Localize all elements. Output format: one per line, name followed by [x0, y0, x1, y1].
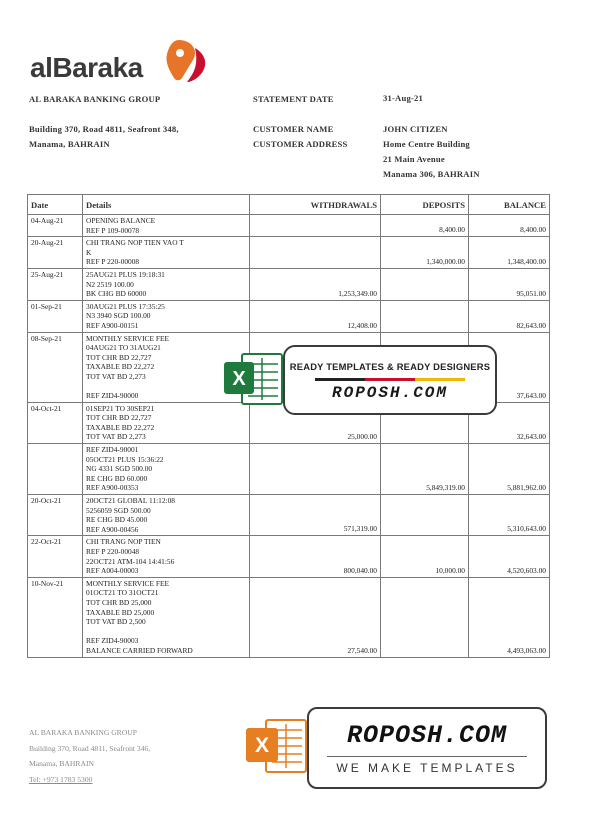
row-date: 20-Aug-21 — [28, 237, 83, 269]
statement-date-label: STATEMENT DATE — [253, 94, 334, 104]
row-details — [83, 237, 250, 269]
detail-line: TOT VAT BD 2,500 — [86, 617, 146, 627]
svg-text:X: X — [254, 734, 270, 757]
logo-drop-icon — [165, 38, 209, 84]
detail-line: BK CHG BD 60000 — [86, 289, 147, 299]
watermark-title: READY TEMPLATES & READY DESIGNERS — [289, 361, 491, 372]
row-balance: 37,643.00 — [469, 332, 550, 402]
detail-line: REF P 220-00048 — [86, 547, 140, 556]
detail-line: REF A900-00353 — [86, 483, 139, 493]
row-withdrawals: 800,040.00 — [250, 536, 381, 577]
detail-line: RE CHG BD 60.000 — [86, 473, 148, 483]
detail-line: TAXABLE BD 22,272 — [86, 422, 155, 432]
detail-line: BALANCE CARRIED FORWARD — [86, 645, 193, 655]
row-balance: 5,310,643.00 — [469, 495, 550, 536]
watermark-badge-bottom — [307, 707, 547, 789]
row-date: 08-Sep-21 — [28, 332, 83, 402]
table-row — [28, 495, 550, 536]
row-balance: 4,520,603.00 — [469, 536, 550, 577]
detail-line: 25AUG21 PLUS 19:18:31 — [86, 269, 165, 279]
row-details — [83, 402, 250, 443]
detail-line: REF ZID4-90003 — [86, 636, 139, 646]
row-date: 04-Aug-21 — [28, 215, 83, 237]
row-balance: 1,348,400.00 — [469, 237, 550, 269]
detail-line: CHI TRANG NOP TIEN VAO T — [86, 238, 184, 248]
row-withdrawals: 571,319.00 — [250, 495, 381, 536]
watermark-brand-bottom: ROPOSH.COM — [346, 721, 508, 750]
detail-line: TAXABLE BD 22,272 — [86, 362, 155, 372]
row-date: 22-Oct-21 — [28, 536, 83, 577]
row-date: 04-Oct-21 — [28, 402, 83, 443]
table-body — [28, 215, 550, 658]
footer-address-line1: Building 370, Road 4811, Seafront 346, — [29, 743, 151, 753]
row-details — [83, 536, 250, 577]
row-date: 10-Nov-21 — [28, 577, 83, 657]
table-row — [28, 215, 550, 237]
detail-line: N3 3940 SGD 100.00 — [86, 311, 151, 321]
row-deposits — [381, 300, 469, 332]
row-details — [83, 215, 250, 237]
row-balance: 5,881,962.00 — [469, 444, 550, 495]
detail-line — [86, 627, 246, 637]
detail-line: REF ZID4-90000 — [86, 391, 139, 401]
detail-line: 22OCT21 ATM-104 14:41:56 — [86, 556, 175, 566]
customer-labels — [253, 122, 348, 152]
row-details — [83, 268, 250, 300]
statement-date-value: 31-Aug-21 — [383, 93, 423, 103]
customer-name: JOHN CITIZEN — [383, 124, 448, 134]
detail-line: 01SEP21 TO 30SEP21 — [86, 403, 155, 413]
svg-text:X: X — [232, 368, 246, 390]
row-withdrawals: 1,253,349.00 — [250, 268, 381, 300]
footer-tel[interactable]: Tel: +973 1783 5300 — [29, 774, 93, 784]
table-row — [28, 237, 550, 269]
detail-line: N2 2519 100.00 — [86, 279, 134, 289]
detail-line: 05OCT21 PLUS 15:36:22 — [86, 454, 164, 464]
detail-line: TOT VAT BD 2,273 — [86, 432, 146, 442]
customer-address-label: CUSTOMER ADDRESS — [253, 139, 348, 149]
row-deposits: 1,340,000.00 — [381, 237, 469, 269]
row-withdrawals: 25,000.00 — [250, 402, 381, 443]
statement-table — [27, 194, 550, 658]
row-withdrawals — [250, 444, 381, 495]
col-balance: BALANCE — [469, 195, 550, 215]
detail-line: CHI TRANG NOP TIEN — [86, 537, 161, 547]
detail-line: TOT CHR BD 22,727 — [86, 413, 152, 423]
detail-line: RE CHG BD 45.000 — [86, 515, 148, 525]
row-date — [28, 444, 83, 495]
table-header-row — [28, 195, 550, 215]
detail-line: MONTHLY SERVICE FEE — [86, 578, 169, 588]
excel-icon — [222, 350, 284, 408]
row-withdrawals — [250, 237, 381, 269]
bank-address-line1: Building 370, Road 4811, Seafront 348, — [29, 124, 179, 134]
detail-line: REF A900-00456 — [86, 524, 139, 534]
customer-details — [383, 122, 480, 182]
col-deposits: DEPOSITS — [381, 195, 469, 215]
detail-line: TOT CHR BD 25,000 — [86, 597, 152, 607]
row-deposits — [381, 268, 469, 300]
detail-line: 01OCT21 TO 31OCT21 — [86, 588, 159, 598]
bank-name: AL BARAKA BANKING GROUP — [29, 94, 161, 104]
watermark-divider — [327, 756, 527, 757]
row-details — [83, 300, 250, 332]
customer-address-line3: Manama 306, BAHRAIN — [383, 169, 480, 179]
table-row — [28, 300, 550, 332]
footer-address-line2: Manama, BAHRAIN — [29, 759, 94, 768]
detail-line: TAXABLE BD 25,000 — [86, 607, 155, 617]
row-balance: 32,643.00 — [469, 402, 550, 443]
row-date: 25-Aug-21 — [28, 268, 83, 300]
customer-address-line2: 21 Main Avenue — [383, 154, 445, 164]
logo-text: alBaraka — [30, 52, 143, 83]
detail-line: OPENING BALANCE — [86, 216, 156, 225]
detail-line: K — [86, 247, 92, 257]
detail-line: REF P 109-00078 — [86, 225, 140, 235]
detail-line: REF P 220-00008 — [86, 257, 140, 267]
detail-line: 20OCT21 GLOBAL 11:12:08 — [86, 496, 175, 506]
detail-line: REF ZID4-90001 — [86, 445, 139, 455]
row-balance: 4,493,063.00 — [469, 577, 550, 657]
row-deposits: 8,400.00 — [381, 215, 469, 237]
row-balance: 82,643.00 — [469, 300, 550, 332]
footer-bank-name: AL BARAKA BANKING GROUP — [29, 728, 137, 737]
excel-icon — [244, 716, 308, 776]
detail-line: TOT CHR BD 22,727 — [86, 352, 152, 362]
detail-line: REF A004-00003 — [86, 566, 139, 576]
row-date: 01-Sep-21 — [28, 300, 83, 332]
row-withdrawals — [250, 215, 381, 237]
row-withdrawals: 12,408.00 — [250, 300, 381, 332]
watermark-color-bar — [315, 378, 465, 381]
col-withdrawals: WITHDRAWALS — [250, 195, 381, 215]
detail-line: NG 4331 SGD 500.00 — [86, 464, 153, 474]
detail-line: 5256059 SGD 500.00 — [86, 505, 151, 515]
customer-name-label: CUSTOMER NAME — [253, 124, 334, 134]
row-details — [83, 444, 250, 495]
bank-address — [29, 122, 179, 152]
row-balance: 95,051.00 — [469, 268, 550, 300]
row-withdrawals: 27,540.00 — [250, 577, 381, 657]
row-deposits — [381, 495, 469, 536]
col-details: Details — [83, 195, 250, 215]
bank-address-line2: Manama, BAHRAIN — [29, 139, 110, 149]
footer — [29, 725, 150, 787]
table-row — [28, 577, 550, 657]
row-deposits: 5,849,319.00 — [381, 444, 469, 495]
table-row — [28, 536, 550, 577]
row-deposits: 10,000.00 — [381, 536, 469, 577]
detail-line: MONTHLY SERVICE FEE — [86, 333, 169, 343]
row-details — [83, 495, 250, 536]
table-row — [28, 268, 550, 300]
watermark-tagline: WE MAKE TEMPLATES — [336, 761, 518, 775]
detail-line: TOT VAT BD 2,273 — [86, 371, 146, 381]
row-details — [83, 577, 250, 657]
col-date: Date — [28, 195, 83, 215]
row-balance: 8,400.00 — [469, 215, 550, 237]
customer-address-line1: Home Centre Building — [383, 139, 470, 149]
watermark-brand: ROPOSH.COM — [331, 384, 448, 402]
detail-line: 30AUG21 PLUS 17:35:25 — [86, 301, 165, 311]
detail-line: REF A900-00151 — [86, 320, 139, 330]
row-date: 20-Oct-21 — [28, 495, 83, 536]
detail-line: 04AUG21 TO 31AUG21 — [86, 343, 161, 353]
table-row — [28, 444, 550, 495]
row-deposits — [381, 577, 469, 657]
watermark-badge — [283, 345, 497, 415]
